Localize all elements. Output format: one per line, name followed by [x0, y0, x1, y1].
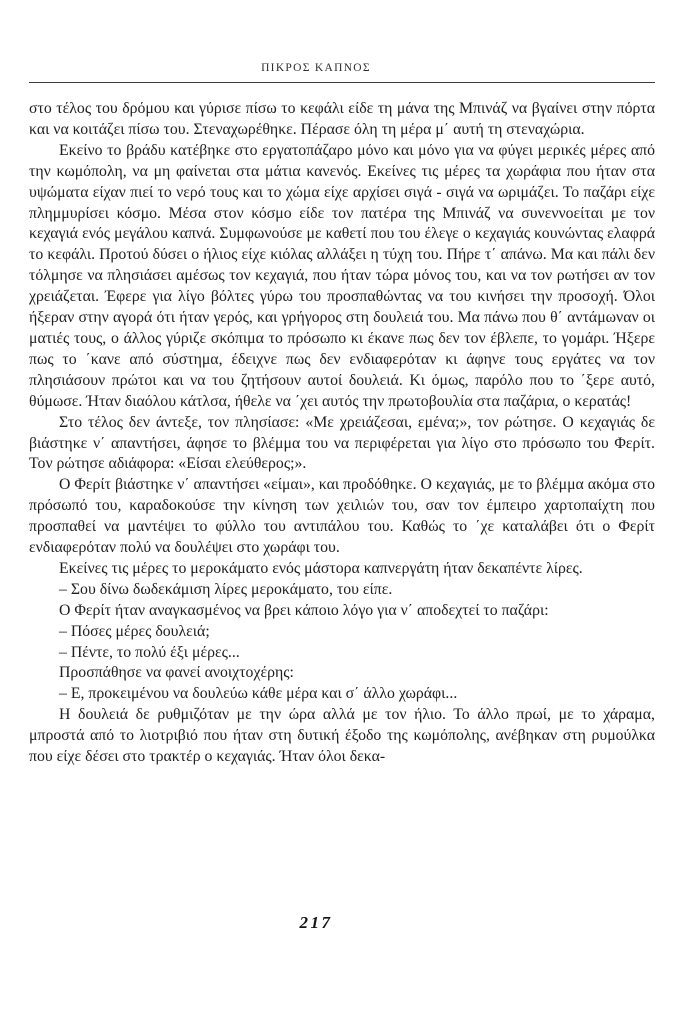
page-number: 217 — [299, 913, 333, 932]
paragraph: Η δουλειά δε ρυθμιζόταν με την ώρα αλλά με τον ήλιο. Το άλλο πρωί, με το χάραμα, μπροστά από το λιοτριβιό που ήταν στη δυτική έξοδο της κωμόπολης, ανέβηκαν στη ρυμούλκα που είχε δέσει στο τρακτέρ ο κεχαγιάς. Ήταν όλοι δεκα- — [29, 706, 655, 766]
dialogue-line: – Σου δίνω δωδεκάμιση λίρες μεροκάματο, του είπε. — [59, 580, 393, 598]
paragraph: Στο τέλος δεν άντεξε, τον πλησίασε: «Με χρειάζεσαι, εμένα;», τον ρώτησε. Ο κεχαγιάς δε βιάστηκε ν΄ απαντήσει, άφησε το βλέμμα του να περιφέρεται για λίγο στο πρόσωπο του Φερίτ. Τον ρώτησε αδιάφορα: «Είσαι ελεύθερος;». — [29, 413, 655, 473]
paragraph: Ο Φερίτ βιάστηκε ν΄ απαντήσει «είμαι», και προδόθηκε. Ο κεχαγιάς, με το βλέμμα ακόμα στο πρόσωπό του, καραδοκούσε την κίνηση των χειλιών του, σαν τον έμπειρο χαρτοπαίχτη που προσπαθεί να μαντέψει το φύλλο του αντιπάλου του. Καθώς το ΄χε καταλάβει ότι ο Φερίτ ενδιαφερόταν πολύ να δουλέψει στο χωράφι του. — [29, 476, 656, 557]
dialogue-line: – Πέντε, το πολύ έξι μέρες... — [59, 643, 240, 661]
running-head — [30, 58, 654, 76]
paragraph: Εκείνες τις μέρες το μεροκάματο ενός μάστορα καπνεργάτη ήταν δεκαπέντε λίρες. — [59, 559, 583, 577]
paragraph: Εκείνο το βράδυ κατέβηκε στο εργατοπάζαρο μόνο και μόνο για να φύγει μερικές μέρες από την κωμόπολη, να μη φαίνεται στα μάτια κανενός. Εκείνες τις μέρες τα χωράφια που ήταν στα υψώματα είχαν πιεί το νερό τους και το χώμα είχε αρχίσει σιγά - σιγά να ωριμάζει. Το παζάρι είχε πλημμυρίσει κόσμο. Μέσα στον κόσμο είδε τον πατέρα της Μπινάζ να συνεννοείται με τον κεχαγιά ενός μεγάλου καπνά. Συμφωνούσε με καθετί που του έλεγε ο κεχαγιάς κουνώντας ελαφρά το κεφάλι. Προτού δύσει ο ήλιος είχε κιόλας αλλάξει η τύχη του. Πήρε τ΄ απάνω. Μα και πάλι δεν τόλμησε να πλησιάσει αμέσως τον κεχαγιά, που ήταν τώρα μόνος του, και να τον ρωτήσει αν τον χρειάζεται. Έφερε για λίγο βόλτες γύρω του προσπαθώντας να του κινήσει την προσοχή. Όλοι ήξεραν στην αγορά ότι ήταν γερός, και γρήγορος στη δουλειά του. Μα πάνω που θ΄ αντάμωναν οι ματιές τους, ο άλλος γύριζε σκόπιμα το πρόσωπο κι έκανε πως δεν τον έβλεπε, το γομάρι. Ήξερε πως το ΄κανε από σύστημα, έδειχνε πως δεν ενδιαφερόταν κι άφηνε τους εργάτες να τον πλησιάσουν πρώτοι και να του ζητήσουν αυτοί δουλειά. Κι όμως, παρόλο που το ΄ξερε αυτό, θύμωσε. Ήταν διαόλου κάτλσα, ήθελε να ΄χει αυτός την πρωτοβουλία στα παζάρια, ο κερατάς! — [29, 141, 655, 410]
page-header-title: ΠΙΚΡΟΣ ΚΑΠΝΟΣ — [261, 62, 371, 74]
paragraph: στο τέλος του δρόμου και γύρισε πίσω το κεφάλι είδε τη μάνα της Μπινάζ να βγαίνει στην πόρτα και να κοιτάζει πίσω του. Στεναχωρέθηκε. Πέρασε όλη τη μέρα μ΄ αυτή τη στεναχώρια. — [29, 100, 655, 138]
paragraph: Προσπάθησε να φανεί ανοιχτοχέρης: — [59, 664, 294, 682]
header-rule — [29, 82, 655, 83]
dialogue-line: – Πόσες μέρες δουλειά; — [59, 622, 210, 640]
paragraph: Ο Φερίτ ήταν αναγκασμένος να βρει κάποιο λόγο για ν΄ αποδεχτεί το παζάρι: — [59, 601, 549, 619]
body-text-block — [29, 99, 655, 768]
dialogue-line: – Ε, προκειμένου να δουλεύω κάθε μέρα και σ΄ άλλο χωράφι... — [59, 685, 458, 703]
